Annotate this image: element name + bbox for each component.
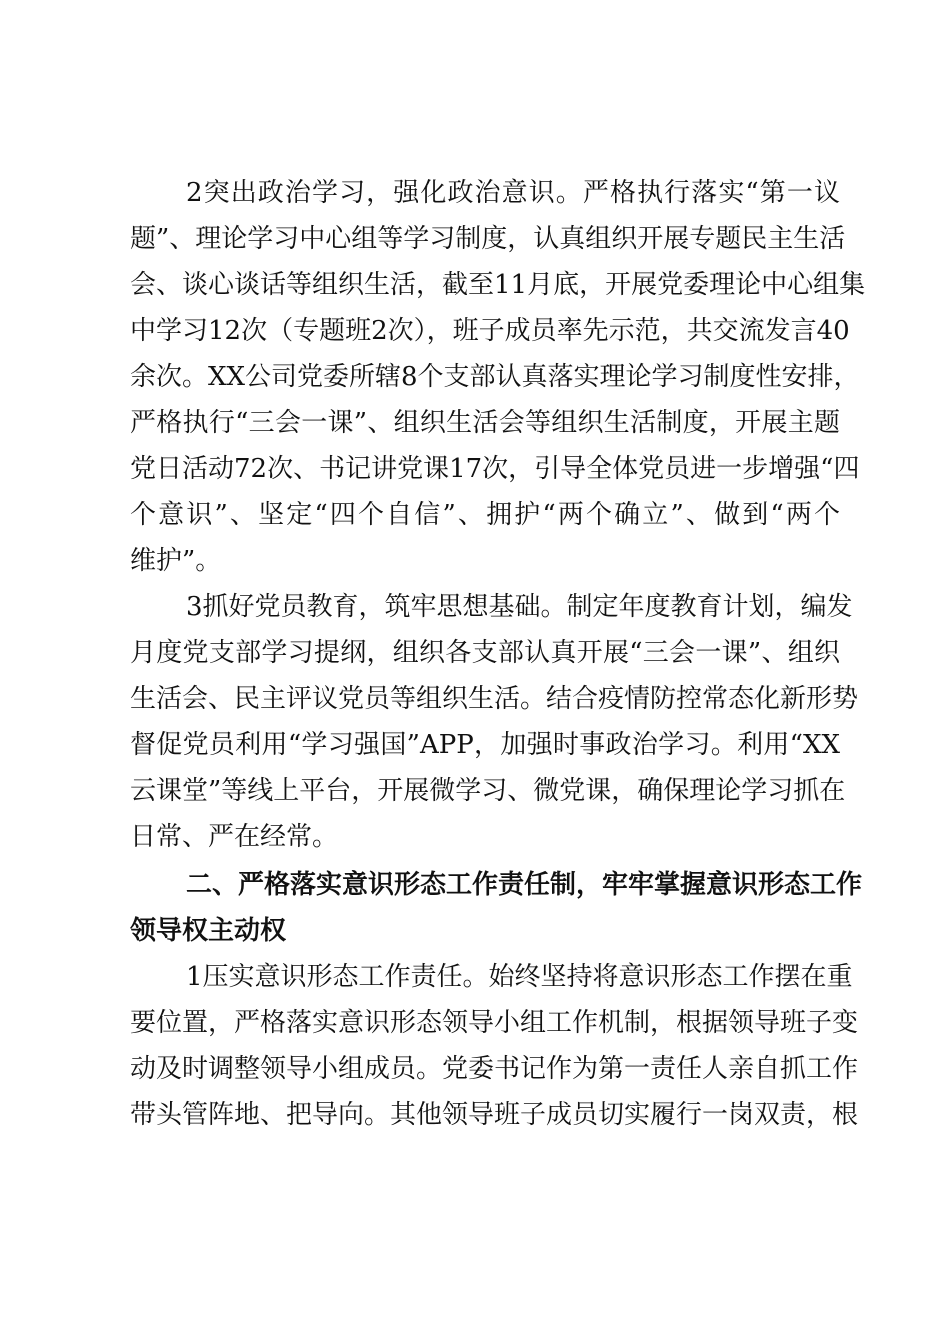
paragraph-1-line-1: 2突出政治学习，强化政治意识。严格执行落实“第一议 — [186, 178, 840, 208]
paragraph-2-line-1: 3抓好党员教育，筑牢思想基础。制定年度教育计划，编发 — [186, 592, 853, 622]
paragraph-2-line-5: 云课堂”等线上平台，开展微学习、微党课，确保理论学习抓在 — [130, 776, 846, 806]
paragraph-1-line-7: 党日活动72次、书记讲党课17次，引导全体党员进一步增强“四 — [130, 454, 860, 484]
paragraph-1-line-4: 中学习12次（专题班2次），班子成员率先示范，共交流发言40 — [130, 316, 850, 346]
paragraph-1-line-3: 会、谈心谈话等组织生活，截至11月底，开展党委理论中心组集 — [130, 270, 866, 300]
paragraph-3-line-4: 带头管阵地、把导向。其他领导班子成员切实履行一岗双责，根 — [130, 1100, 859, 1130]
section-heading-line-2: 领导权主动权 — [130, 916, 287, 946]
paragraph-1-line-5: 余次。XX公司党委所辖8个支部认真落实理论学习制度性安排， — [130, 362, 860, 392]
paragraph-1-line-8: 个意识”、坚定“四个自信”、拥护“两个确立”、做到“两个 — [130, 500, 840, 530]
section-heading-line-1: 二、严格落实意识形态工作责任制，牢牢掌握意识形态工作 — [186, 870, 863, 900]
paragraph-3-line-3: 动及时调整领导小组成员。党委书记作为第一责任人亲自抓工作 — [130, 1054, 859, 1084]
paragraph-3-line-1: 1压实意识形态工作责任。始终坚持将意识形态工作摆在重 — [186, 962, 853, 992]
paragraph-2-line-3: 生活会、民主评议党员等组织生活。结合疫情防控常态化新形势 — [130, 684, 859, 714]
paragraph-1-line-6: 严格执行“三会一课”、组织生活会等组织生活制度，开展主题 — [130, 408, 840, 438]
paragraph-1-line-2: 题”、理论学习中心组等学习制度，认真组织开展专题民主生活 — [130, 224, 846, 254]
paragraph-2-line-4: 督促党员利用“学习强国”APP，加强时事政治学习。利用“XX — [130, 730, 840, 760]
paragraph-3-line-2: 要位置，严格落实意识形态领导小组工作机制，根据领导班子变 — [130, 1008, 859, 1038]
paragraph-1-line-9: 维护”。 — [130, 546, 222, 576]
paragraph-2-line-2: 月度党支部学习提纲，组织各支部认真开展“三会一课”、组织 — [130, 638, 840, 668]
paragraph-2-line-6: 日常、严在经常。 — [130, 822, 339, 852]
